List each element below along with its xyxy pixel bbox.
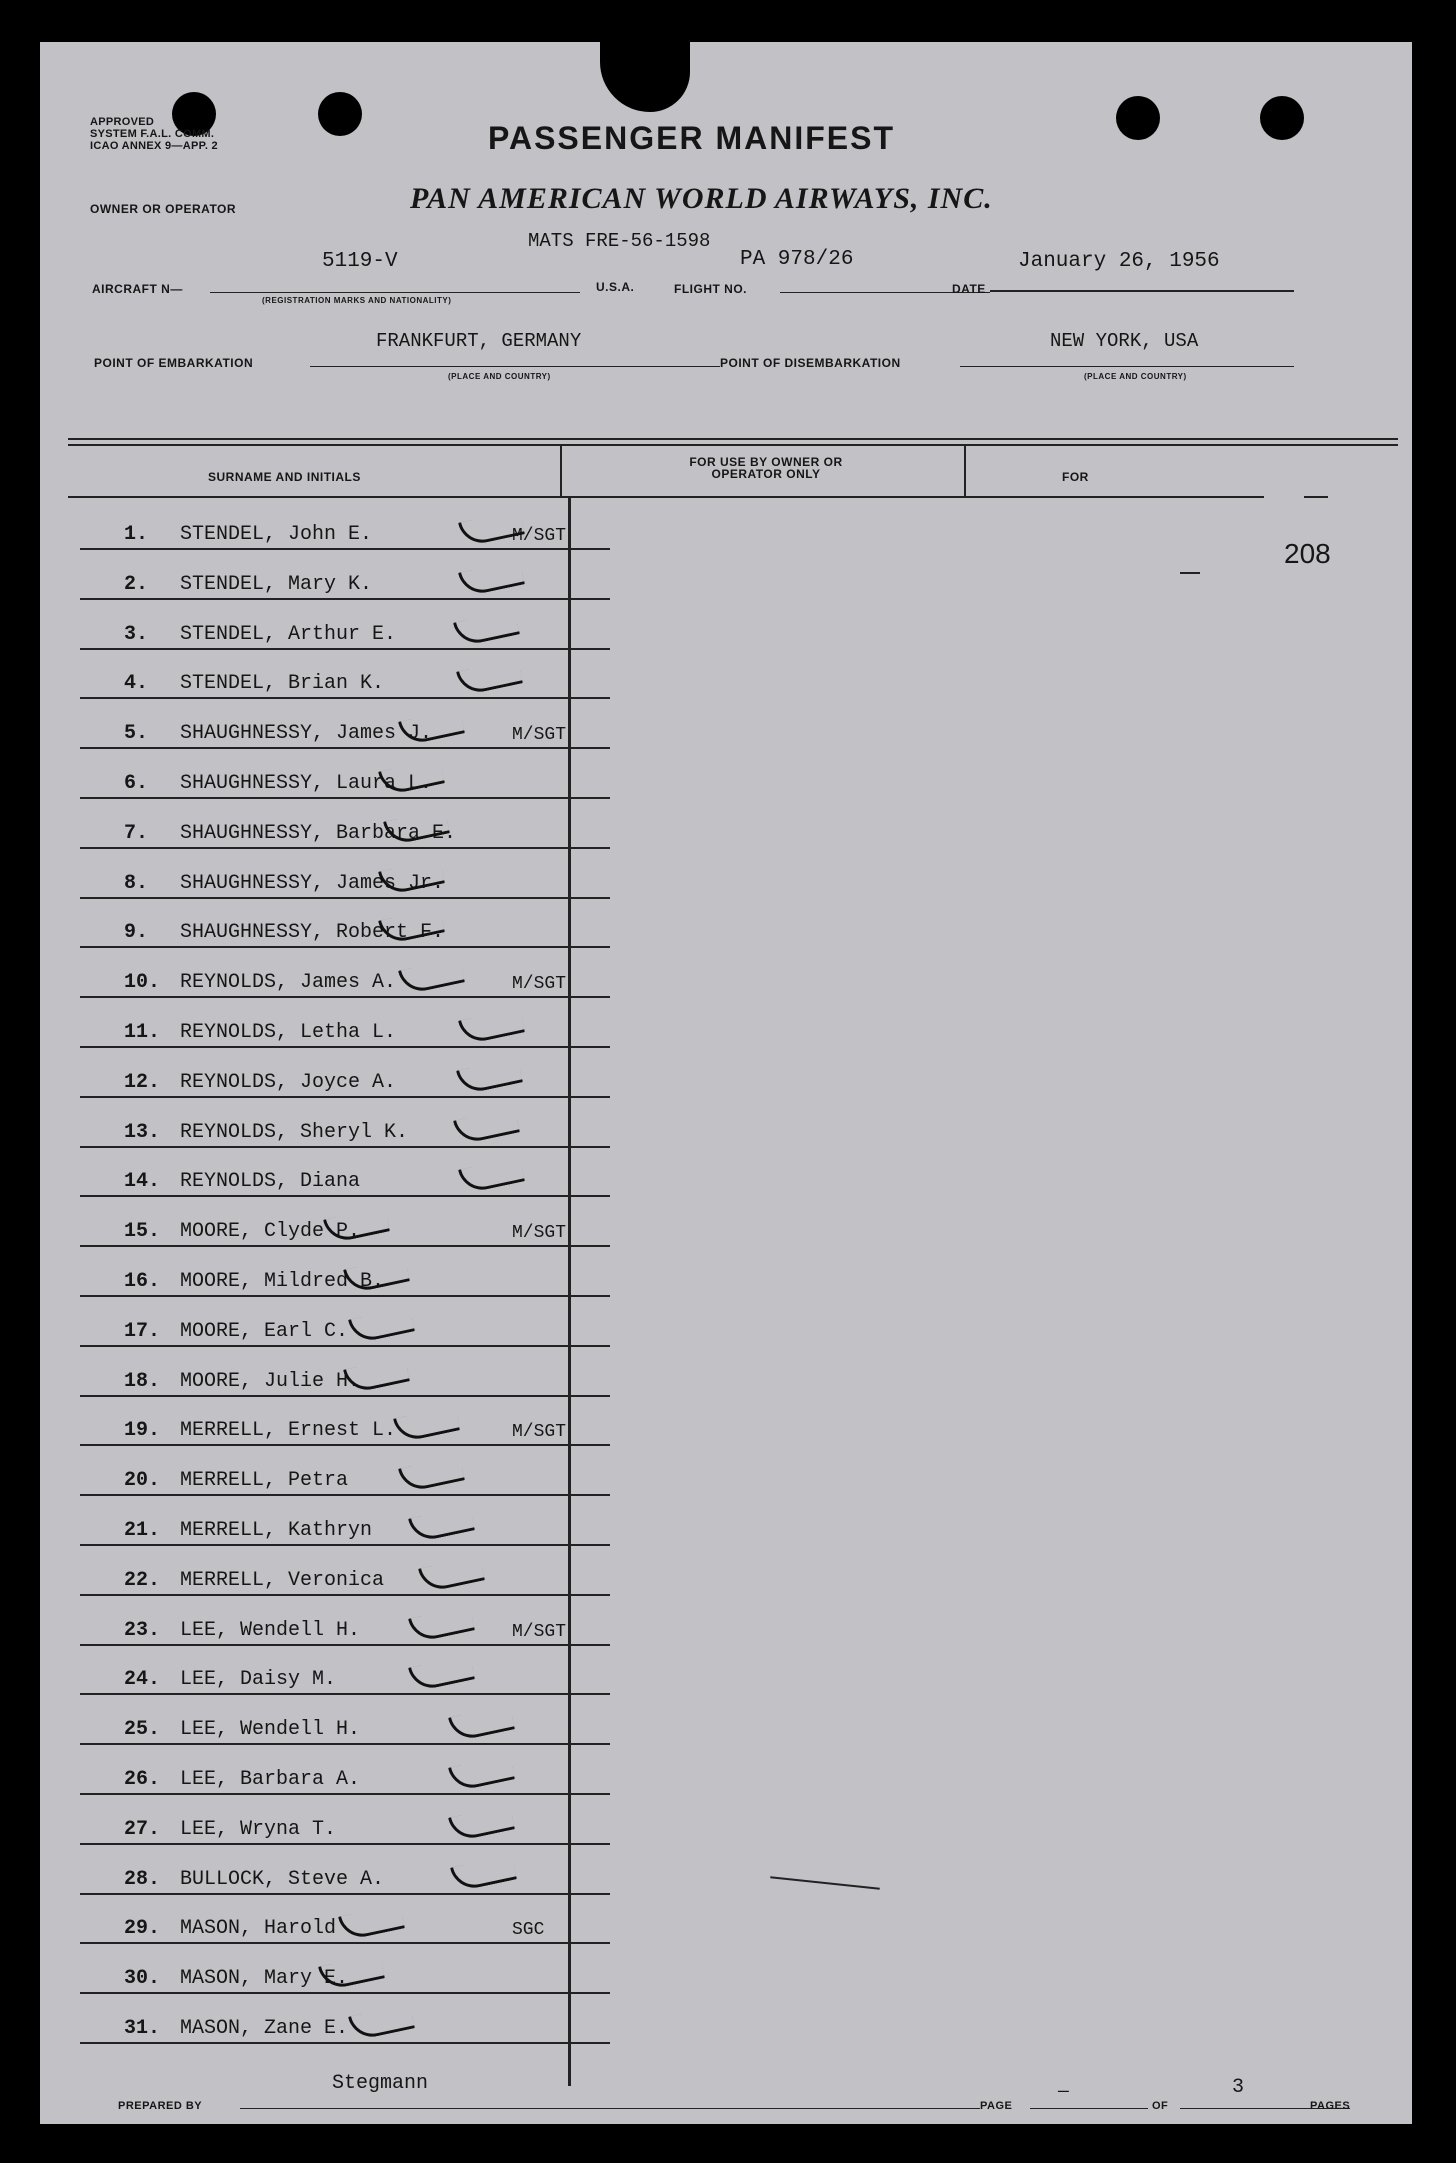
check-mark xyxy=(453,1107,520,1145)
punch-hole xyxy=(318,92,362,136)
operator-name: PAN AMERICAN WORLD AIRWAYS, INC. xyxy=(410,182,993,215)
passenger-row xyxy=(80,1454,610,1504)
passenger-name: MOORE, Earl C. xyxy=(180,1319,349,1343)
row-rule xyxy=(80,1096,610,1098)
manifest-sheet xyxy=(40,42,1412,2124)
passenger-row xyxy=(80,1205,610,1255)
date-label: DATE xyxy=(952,282,986,296)
passenger-number: 8. xyxy=(124,871,149,895)
passenger-name: REYNOLDS, Sheryl K. xyxy=(180,1120,409,1144)
flight-value: PA 978/26 xyxy=(740,248,854,271)
passenger-number: 1. xyxy=(124,523,149,546)
passenger-row xyxy=(80,1404,610,1454)
row-rule xyxy=(80,1444,610,1446)
check-mark xyxy=(456,1058,523,1096)
passenger-rank: M/SGT xyxy=(512,1223,567,1244)
row-rule xyxy=(80,797,610,799)
passenger-row xyxy=(80,757,610,807)
approval-line: SYSTEM F.A.L. COMM. xyxy=(90,128,215,140)
row-rule xyxy=(80,1644,610,1646)
passenger-row xyxy=(80,1106,610,1156)
passenger-row xyxy=(80,1255,610,1305)
row-rule xyxy=(80,1942,610,1944)
check-mark xyxy=(458,560,525,598)
row-rule xyxy=(80,1843,610,1845)
passenger-row xyxy=(80,857,610,907)
passenger-name: SHAUGHNESSY, Robert F. xyxy=(180,921,445,945)
page-title: PASSENGER MANIFEST xyxy=(488,120,895,156)
passenger-name: SHAUGHNESSY, James Jr. xyxy=(180,871,445,895)
passenger-name: MOORE, Julie H. xyxy=(180,1369,361,1393)
passenger-rank: M/SGT xyxy=(512,974,567,995)
passenger-row xyxy=(80,558,610,608)
passenger-number: 5. xyxy=(124,722,149,746)
passenger-row xyxy=(80,1753,610,1803)
row-rule xyxy=(80,1743,610,1745)
row-rule xyxy=(80,648,610,650)
passenger-name: SHAUGHNESSY, James J. xyxy=(180,722,433,746)
passenger-name: MASON, Zane E. xyxy=(180,2017,349,2040)
passenger-row xyxy=(80,807,610,857)
passenger-number: 9. xyxy=(124,921,149,945)
row-rule xyxy=(80,897,610,899)
passenger-name: MERRELL, Petra xyxy=(180,1469,349,1493)
passenger-name: REYNOLDS, Letha L. xyxy=(180,1021,397,1044)
passenger-name: MERRELL, Ernest L. xyxy=(180,1419,397,1443)
page-value: — xyxy=(1058,2082,1069,2102)
passenger-row xyxy=(80,1703,610,1753)
passenger-number: 16. xyxy=(124,1270,161,1293)
aircraft-value: 5119-V xyxy=(322,250,398,273)
passenger-row xyxy=(80,906,610,956)
passenger-row xyxy=(80,508,610,558)
passenger-number: 13. xyxy=(124,1120,161,1144)
passenger-number: 6. xyxy=(124,772,149,795)
passenger-number: 29. xyxy=(124,1917,161,1941)
passenger-number: 3. xyxy=(124,622,149,646)
passenger-row xyxy=(80,2002,610,2052)
row-rule xyxy=(80,697,610,699)
passenger-row xyxy=(80,956,610,1006)
row-rule xyxy=(80,946,610,948)
check-mark xyxy=(448,1705,515,1743)
mats-number: MATS FRE-56-1598 xyxy=(528,230,711,252)
embarkation-value: FRANKFURT, GERMANY xyxy=(376,330,582,352)
row-rule xyxy=(80,548,610,550)
passenger-row xyxy=(80,1853,610,1903)
aircraft-sublabel: (REGISTRATION MARKS AND NATIONALITY) xyxy=(262,296,452,305)
check-mark xyxy=(408,1655,475,1693)
passenger-name: REYNOLDS, Joyce A. xyxy=(180,1070,397,1094)
disembarkation-sublabel: (PLACE AND COUNTRY) xyxy=(1084,372,1187,381)
passenger-number: 10. xyxy=(124,971,161,995)
passenger-rank: M/SGT xyxy=(512,725,567,746)
check-mark xyxy=(398,958,465,996)
check-mark xyxy=(450,1854,517,1892)
row-rule xyxy=(80,996,610,998)
passenger-name: MASON, Mary E. xyxy=(180,1967,349,1991)
passenger-number: 26. xyxy=(124,1768,161,1791)
passenger-number: 23. xyxy=(124,1618,161,1642)
operator-label: OWNER OR OPERATOR xyxy=(90,202,237,216)
passenger-name: LEE, Wryna T. xyxy=(180,1817,337,1841)
check-mark xyxy=(458,1008,525,1046)
passenger-name: MASON, Harold xyxy=(180,1917,337,1941)
row-rule xyxy=(80,1295,610,1297)
row-rule xyxy=(80,1544,610,1546)
check-mark xyxy=(448,1755,515,1793)
passenger-name: STENDEL, John E. xyxy=(180,523,373,546)
of-label: OF xyxy=(1152,2100,1169,2112)
check-mark xyxy=(348,2004,415,2042)
passenger-number: 14. xyxy=(124,1170,161,1194)
passenger-number: 30. xyxy=(124,1967,161,1991)
passenger-name: SHAUGHNESSY, Laura L. xyxy=(180,772,433,795)
check-mark xyxy=(408,1605,475,1643)
pages-label: PAGES xyxy=(1310,2100,1351,2112)
row-rule xyxy=(80,1245,610,1247)
passenger-name: MERRELL, Veronica xyxy=(180,1568,385,1592)
prepared-by-value: Stegmann xyxy=(332,2072,429,2095)
check-mark xyxy=(418,1556,485,1594)
row-rule xyxy=(80,2042,610,2044)
column-official: FOR xyxy=(1062,470,1089,484)
passenger-name: LEE, Barbara A. xyxy=(180,1768,361,1791)
passenger-rank: M/SGT xyxy=(512,1422,567,1443)
check-mark xyxy=(456,659,523,697)
check-mark xyxy=(338,1904,405,1942)
approval-block xyxy=(90,116,218,152)
passenger-row xyxy=(80,1355,610,1405)
check-mark xyxy=(458,1157,525,1195)
embarkation-sublabel: (PLACE AND COUNTRY) xyxy=(448,372,551,381)
row-rule xyxy=(80,1345,610,1347)
check-mark xyxy=(348,1307,415,1345)
row-rule xyxy=(80,1793,610,1795)
check-mark xyxy=(393,1406,460,1444)
passenger-row xyxy=(80,1155,610,1205)
passenger-rank: SGC xyxy=(512,1920,545,1941)
passenger-rank: M/SGT xyxy=(512,1621,567,1642)
passenger-row xyxy=(80,1653,610,1703)
row-rule xyxy=(80,1693,610,1695)
row-rule xyxy=(80,747,610,749)
passenger-number: 21. xyxy=(124,1519,161,1542)
row-rule xyxy=(80,1594,610,1596)
punch-hole xyxy=(1116,96,1160,140)
column-owner-use: FOR USE BY OWNER OR OPERATOR ONLY xyxy=(689,455,843,481)
row-rule xyxy=(80,1395,610,1397)
row-rule xyxy=(80,598,610,600)
passenger-row xyxy=(80,1952,610,2002)
passenger-row xyxy=(80,1056,610,1106)
passenger-name: MOORE, Mildred B. xyxy=(180,1270,385,1293)
check-mark xyxy=(453,609,520,647)
passenger-number: 28. xyxy=(124,1867,161,1891)
aircraft-label: AIRCRAFT N— xyxy=(92,282,183,296)
passenger-row xyxy=(80,608,610,658)
embarkation-label: POINT OF EMBARKATION xyxy=(94,356,254,370)
prepared-by-label: PREPARED BY xyxy=(118,2100,203,2112)
punch-hole xyxy=(1260,96,1304,140)
row-rule xyxy=(80,1893,610,1895)
passenger-name: REYNOLDS, James A. xyxy=(180,971,397,995)
passenger-rank: M/SGT xyxy=(512,526,567,546)
passenger-name: STENDEL, Arthur E. xyxy=(180,622,397,646)
passenger-row xyxy=(80,1604,610,1654)
check-mark xyxy=(398,1456,465,1494)
passenger-name: MERRELL, Kathryn xyxy=(180,1519,373,1542)
row-rule xyxy=(80,1146,610,1148)
row-rule xyxy=(80,847,610,849)
aircraft-country: U.S.A. xyxy=(596,280,635,294)
passenger-number: 24. xyxy=(124,1668,161,1692)
disembarkation-value: NEW YORK, USA xyxy=(1050,330,1199,352)
passenger-number: 7. xyxy=(124,821,149,845)
passenger-number: 22. xyxy=(124,1568,161,1592)
column-surname: SURNAME AND INITIALS xyxy=(208,470,361,484)
torn-edge xyxy=(600,42,690,112)
flight-label: FLIGHT NO. xyxy=(674,282,747,296)
passenger-name: SHAUGHNESSY, Barbara E. xyxy=(180,821,457,845)
passenger-number: 2. xyxy=(124,572,149,596)
passenger-name: MOORE, Clyde P. xyxy=(180,1220,361,1244)
passenger-row xyxy=(80,657,610,707)
row-rule xyxy=(80,1992,610,1994)
row-rule xyxy=(80,1195,610,1197)
passenger-name: LEE, Wendell H. xyxy=(180,1718,361,1742)
passenger-row xyxy=(80,1554,610,1604)
passenger-number: 11. xyxy=(124,1021,161,1044)
passenger-number: 31. xyxy=(124,2017,161,2040)
passenger-number: 25. xyxy=(124,1718,161,1742)
passenger-row xyxy=(80,1305,610,1355)
passenger-number: 12. xyxy=(124,1070,161,1094)
passenger-name: STENDEL, Brian K. xyxy=(180,672,385,696)
check-mark xyxy=(408,1506,475,1544)
passenger-number: 4. xyxy=(124,672,149,696)
page-label: PAGE xyxy=(980,2100,1013,2112)
passenger-name: STENDEL, Mary K. xyxy=(180,572,373,596)
approval-line: APPROVED xyxy=(90,116,155,128)
passenger-number: 27. xyxy=(124,1817,161,1841)
check-mark xyxy=(448,1805,515,1843)
disembarkation-label: POINT OF DISEMBARKATION xyxy=(720,356,901,370)
row-rule xyxy=(80,1046,610,1048)
passenger-row xyxy=(80,1504,610,1554)
stamp-number: 208 xyxy=(1284,538,1331,569)
total-pages-value: 3 xyxy=(1232,2076,1245,2099)
passenger-name: REYNOLDS, Diana xyxy=(180,1170,361,1194)
date-value: January 26, 1956 xyxy=(1018,250,1220,273)
passenger-number: 18. xyxy=(124,1369,161,1393)
passenger-row xyxy=(80,707,610,757)
passenger-row xyxy=(80,1803,610,1853)
passenger-row xyxy=(80,1006,610,1056)
passenger-row xyxy=(80,1902,610,1952)
passenger-number: 19. xyxy=(124,1419,161,1443)
passenger-number: 17. xyxy=(124,1319,161,1343)
row-rule xyxy=(80,1494,610,1496)
passenger-name: BULLOCK, Steve A. xyxy=(180,1867,385,1891)
passenger-number: 15. xyxy=(124,1220,161,1244)
passenger-name: LEE, Daisy M. xyxy=(180,1668,337,1692)
passenger-number: 20. xyxy=(124,1469,161,1493)
passenger-name: LEE, Wendell H. xyxy=(180,1618,361,1642)
approval-line: ICAO ANNEX 9—APP. 2 xyxy=(90,140,218,152)
